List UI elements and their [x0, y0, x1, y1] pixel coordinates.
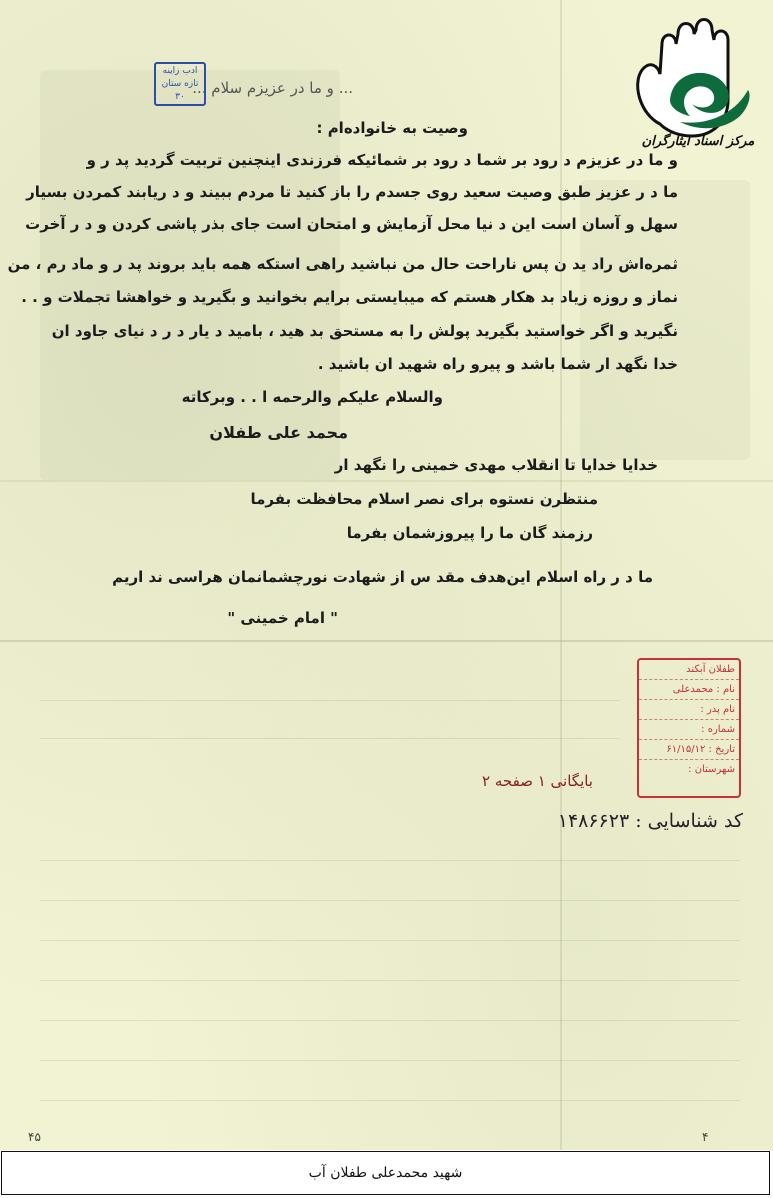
- bleed-through-line: [40, 700, 620, 701]
- body-line: نماز و روزه زیاد بد هکار هستم که میبایستی برایم بخوانید و بگیرید و خواهشا تجملات و . .: [21, 288, 678, 306]
- red-stamp-row: شماره :: [639, 720, 739, 740]
- body-line: ثمره‌اش راد ید ن پس ناراحت حال من نباشید راهی استکه همه باید بروند پد ر و ماد رم ، من: [7, 255, 678, 273]
- body-line: سهل و آسان است این د نیا محل آزمایش و امتحان است جای بذر پاشی کردن و د ر آخرت: [25, 215, 678, 233]
- blue-stamp-line: تازه ستان ۳۰: [161, 78, 199, 102]
- paper-fold: [0, 640, 773, 642]
- handwritten-id-code: کد شناسایی : ۱۴۸۶۶۲۳: [557, 810, 743, 832]
- document-caption: شهید محمدعلی طفلان آب: [1, 1151, 770, 1195]
- body-line: و ما در عزیزم د رود بر شما د رود بر شمائیکه فرزندی اینچنین تربیت گردید پد ر و: [86, 151, 678, 169]
- signature: محمد علی طفلان: [209, 423, 348, 442]
- red-stamp-row: طفلان آبکند: [639, 660, 739, 680]
- page-number-right: ۴: [702, 1130, 709, 1144]
- greeting-line: وصیت به خانواده‌ام :: [316, 119, 468, 137]
- bleed-through-line: [40, 860, 740, 861]
- bleed-through-line: [40, 940, 740, 941]
- quote-line: ما د ر راه اسلام این‌هدف مقد س از شهادت نورچشمانمان هراسی ند اریم: [112, 568, 653, 586]
- prayer-line: خدایا خدایا تا انقلاب مهدی خمینی را نگهد ار: [334, 456, 658, 474]
- bleed-through-line: [40, 900, 740, 901]
- red-stamp-row: نام پدر :: [639, 700, 739, 720]
- bleed-through-line: [40, 738, 620, 739]
- logo-text: مرکز اسناد ایثارگران: [641, 134, 755, 149]
- red-stamp-row: تاریخ : ۶۱/۱۵/۱۲: [639, 740, 739, 760]
- bleed-through-line: [40, 980, 740, 981]
- quote-author: " امام خمینی ": [227, 609, 338, 627]
- body-line: خدا نگهد ار شما باشد و پیرو راه شهید ان باشید .: [317, 355, 678, 373]
- page-number-left: ۴۵: [28, 1130, 41, 1144]
- red-stamp-row: شهرستان :: [688, 764, 735, 775]
- red-stamp: [637, 658, 741, 798]
- bleed-through-line: [40, 1020, 740, 1021]
- closing-line: والسلام علیکم والرحمه ا . . وبرکاته: [181, 388, 443, 406]
- handwritten-archive-note: بایگانی ۱ صفحه ۲: [482, 772, 593, 790]
- paper-fold: [0, 480, 773, 482]
- header-faded-line: ... و ما در عزیزم سلام ...: [192, 79, 353, 97]
- bleed-through-line: [40, 1060, 740, 1061]
- bleed-through-shade: [40, 70, 340, 480]
- blue-stamp-line: ادب زاینه: [162, 65, 198, 76]
- body-line: نگیرید و اگر خواستید بگیرید پولش را به مستحق بد هید ، بامید د یار د ر د نیای جاود ان: [51, 322, 678, 340]
- prayer-line: منتظرن نستوه برای نصر اسلام محافظت بفرما: [250, 490, 598, 508]
- red-stamp-row: نام : محمدعلی: [639, 680, 739, 700]
- body-line: ما د ر عزیز طبق وصیت سعید روی جسدم را باز کنید تا مردم ببیند و د ریابند کمردن بسیار: [26, 183, 678, 201]
- bleed-through-line: [40, 1100, 740, 1101]
- prayer-line: رزمند گان ما را پیروزشمان بفرما: [346, 524, 593, 542]
